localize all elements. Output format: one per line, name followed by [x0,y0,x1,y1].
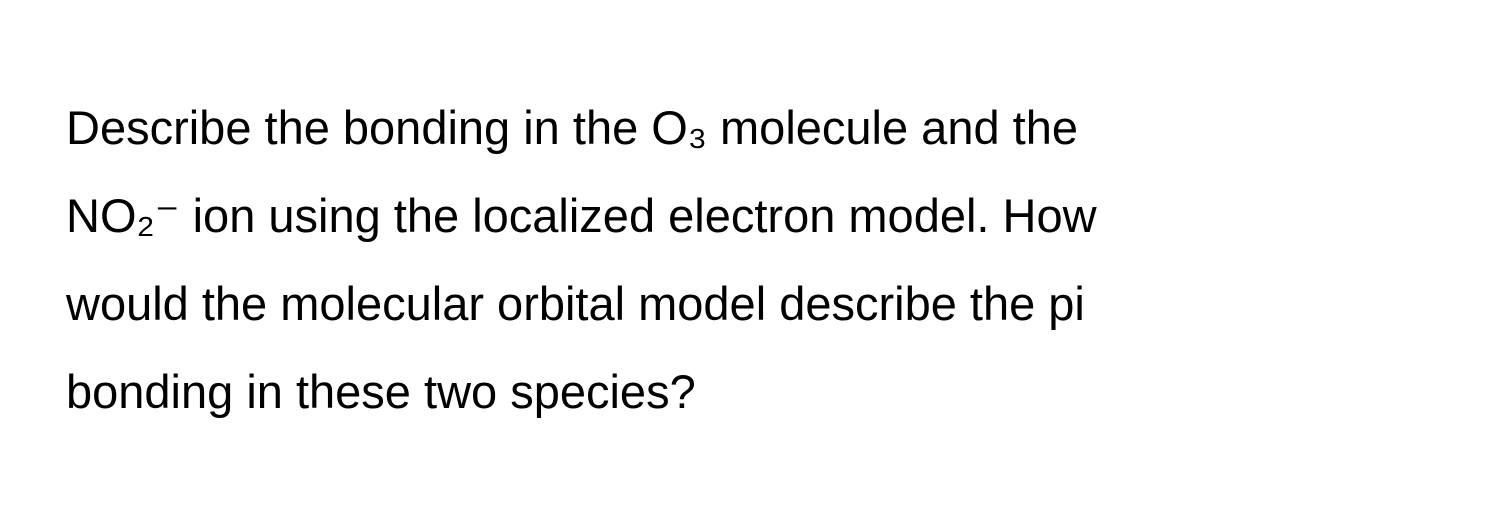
question-line-4: bonding in these two species? [66,365,696,418]
question-line-1: Describe the bonding in the O₃ molecule and the [66,101,1078,154]
question-line-3: would the molecular orbital model describe the pi [66,277,1085,330]
question-text [66,84,1446,436]
question-line-2: NO₂⁻ ion using the localized electron model. How [66,189,1097,242]
